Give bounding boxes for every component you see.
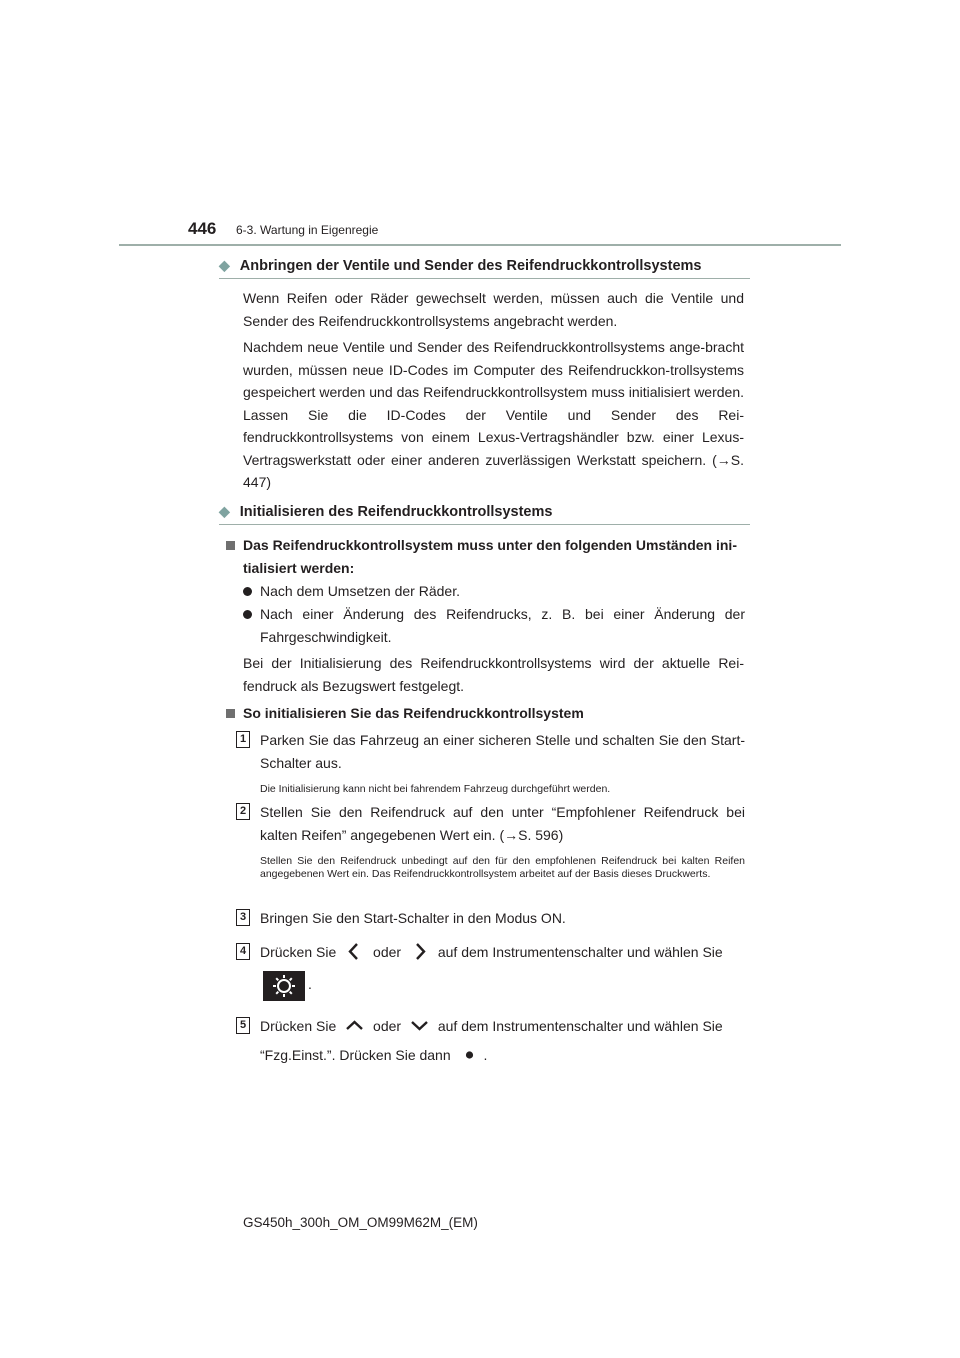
heading-valves-senders: ◆ Anbringen der Ventile und Sender des Reifendruckkontrollsystems (219, 257, 702, 274)
step-number: 5 (236, 1017, 250, 1034)
bullet-icon (243, 587, 252, 596)
diamond-icon: ◆ (219, 257, 230, 273)
step-text: Bringen Sie den Start-Schalter in den Modus ON. (260, 910, 566, 926)
subheading-how-initialize: So initialisieren Sie das Reifendruckkontrollsystem (226, 702, 745, 725)
heading-initialize: ◆ Initialisieren des Reifendruckkontrollsystems (219, 503, 553, 520)
step-note: Die Initialisierung kann nicht bei fahrendem Fahrzeug durchgeführt werden. (260, 783, 611, 795)
step-text: Stellen Sie den Reifendruck auf den unter “Empfohlener Reifendruck bei kalten Reifen” angegebenen Wert ein. (→S. 596) (260, 804, 745, 843)
step-number: 3 (236, 909, 250, 926)
chevron-left-icon (344, 941, 365, 962)
gear-icon (263, 971, 305, 1001)
enter-dot-icon (459, 1044, 480, 1065)
diamond-icon: ◆ (219, 503, 230, 519)
chevron-up-icon (344, 1015, 365, 1036)
bullet-icon (243, 610, 252, 619)
step-number: 4 (236, 943, 250, 960)
heading-rule (219, 278, 750, 279)
step-number: 2 (236, 803, 250, 820)
step-text-continued: “Fzg.Einst.”. Drücken Sie dann . (260, 1044, 745, 1067)
chevron-down-icon (409, 1015, 430, 1036)
square-bullet-icon (226, 541, 235, 550)
heading-rule (219, 524, 750, 525)
chevron-right-icon (409, 941, 430, 962)
document-code: GS450h_300h_OM_OM99M62M_(EM) (243, 1215, 478, 1230)
step-note: Stellen Sie den Reifendruck unbedingt auf den für den empfohlenen Reifendruck bei kalten Reifen angegebenen Wert ein. Das Reifendruckkontrollsystem arbeitet auf der Basis dieses Druckwerts. (260, 855, 745, 880)
step-text: Drücken Sie oder auf dem Instrumentenschalter und wählen Sie (260, 1015, 745, 1038)
step-number: 1 (236, 731, 250, 748)
header-rule (119, 244, 841, 246)
step-period: . (308, 976, 312, 992)
paragraph-reference-value: Bei der Initialisierung des Reifendruckkontrollsystems wird der aktuelle Rei-fendruck als Bezugswert festgelegt. (243, 655, 744, 694)
page-number: 446 (188, 219, 217, 238)
subheading-when-initialize: Das Reifendruckkontrollsystem muss unter den folgenden Umständen ini-tialisiert werden: (226, 534, 745, 579)
step-text: Drücken Sie oder auf dem Instrumentenschalter und wählen Sie (260, 941, 745, 964)
square-bullet-icon (226, 709, 235, 718)
list-item: Nach einer Änderung des Reifendrucks, z. B. bei einer Änderung der Fahrgeschwindigkeit. (243, 603, 745, 648)
section-title: 6-3. Wartung in Eigenregie (236, 223, 379, 237)
list-item: Nach dem Umsetzen der Räder. (243, 580, 745, 603)
paragraph-replace-valves: Wenn Reifen oder Räder gewechselt werden, müssen auch die Ventile und Sender des Reifendruckkontrollsystems angebracht werden. (243, 290, 744, 329)
paragraph-new-id-codes: Nachdem neue Ventile und Sender des Reifendruckkontrollsystems ange-bracht wurden, müssen neue ID-Codes im Computer des Reifendruckkon-trollsystems gespeichert werden und das Reifendruckkontrollsystem muss initialisiert werden. Lassen Sie die ID-Codes der Ventile und Sender des Rei-fendruckkontrollsystems von einem Lexus-Vertragshändler bzw. einer Lexus-Vertragswerkstatt oder einer anderen zuverlässigen Werkstatt speichern. (→S. 447) (243, 339, 744, 490)
step-text: Parken Sie das Fahrzeug an einer sicheren Stelle und schalten Sie den Start-Schalter aus. (260, 732, 745, 771)
